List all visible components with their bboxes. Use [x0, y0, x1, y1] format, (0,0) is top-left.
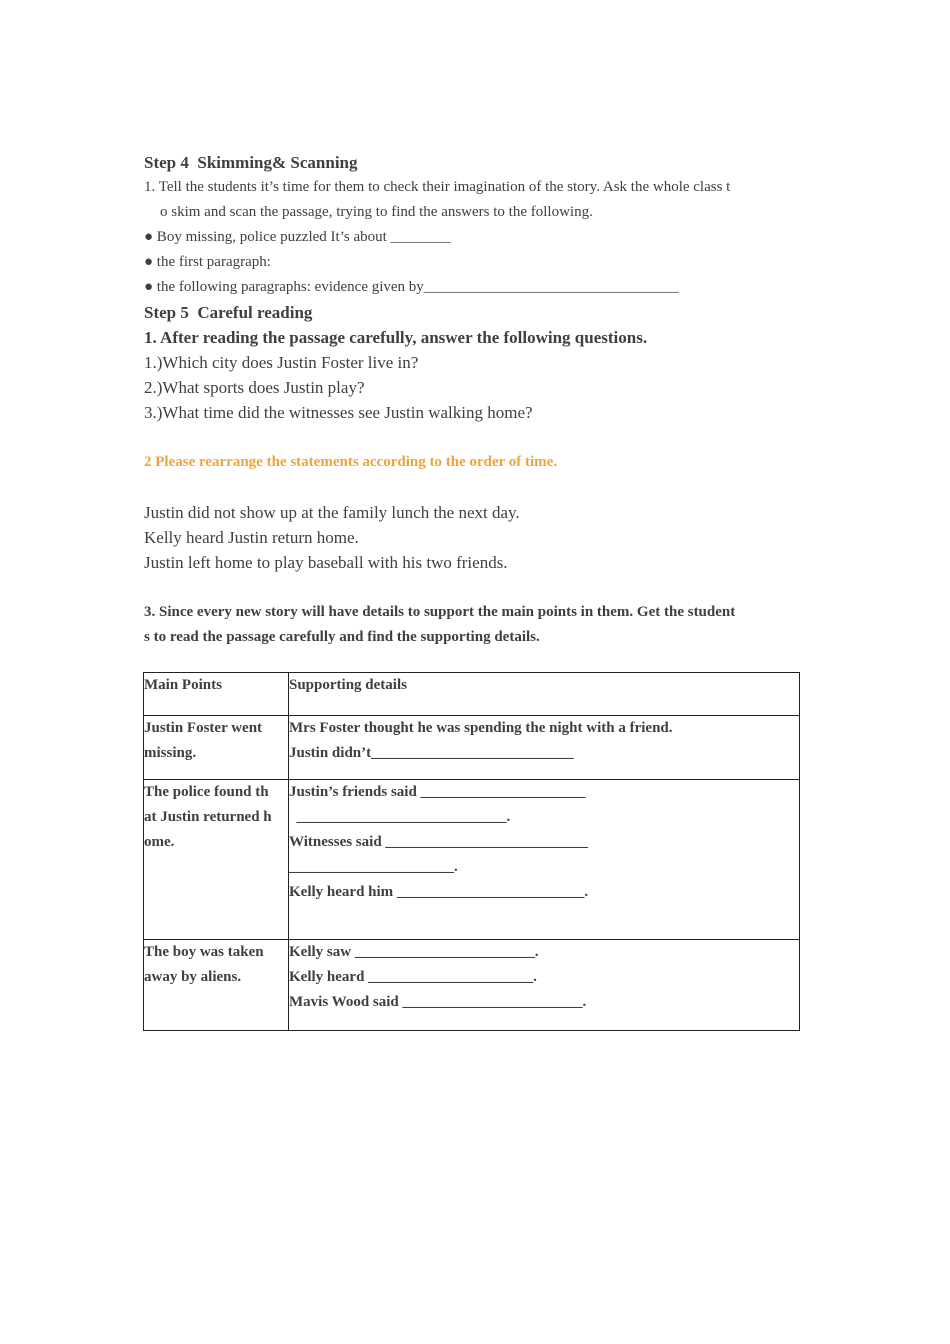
table-row	[144, 716, 800, 780]
detail-fill-in[interactable]: Kelly saw ________________________.	[289, 944, 539, 960]
header-supporting-details-label: Supporting details	[289, 677, 407, 693]
details-cell	[289, 716, 800, 780]
task3-line2: s to read the passage carefully and find the supporting details.	[144, 629, 540, 645]
step4-title: Step 4 Skimming& Scanning	[144, 153, 358, 172]
table-header-row	[144, 673, 800, 716]
details-cell	[289, 940, 800, 1031]
question-3: 3.)What time did the witnesses see Justin walking home?	[144, 403, 533, 422]
step4-item1-line2: o skim and scan the passage, trying to find the answers to the following.	[160, 204, 593, 220]
supporting-details-table	[143, 672, 800, 1031]
detail-fill-in[interactable]: Kelly heard ______________________.	[289, 969, 537, 985]
main-point-text: at Justin returned h	[144, 809, 272, 825]
main-point-text: The police found th	[144, 784, 269, 800]
header-main-points	[144, 673, 289, 716]
step4-bullet-2: ● the first paragraph:	[144, 254, 271, 270]
question-2: 2.)What sports does Justin play?	[144, 378, 365, 397]
table-row	[144, 940, 800, 1031]
worksheet-body	[144, 150, 814, 650]
detail-line: Mrs Foster thought he was spending the night with a friend.	[289, 720, 673, 736]
step5-title: Step 5 Careful reading	[144, 303, 313, 322]
detail-fill-in[interactable]: Justin’s friends said ______________________	[289, 784, 586, 800]
main-point-cell	[144, 716, 289, 780]
main-point-text: Justin Foster went	[144, 720, 263, 736]
main-point-cell	[144, 940, 289, 1031]
statement-2: Kelly heard Justin return home.	[144, 528, 359, 547]
main-point-cell	[144, 780, 289, 940]
question-1: 1.)Which city does Justin Foster live in?	[144, 353, 419, 372]
main-point-text: missing.	[144, 745, 197, 761]
task1-title: 1. After reading the passage carefully, answer the following questions.	[144, 328, 648, 347]
detail-fill-in[interactable]: ______________________.	[289, 859, 458, 875]
detail-fill-in[interactable]: Mavis Wood said ________________________.	[289, 994, 587, 1010]
main-point-text: away by aliens.	[144, 969, 242, 985]
header-supporting-details	[289, 673, 800, 716]
main-point-text: ome.	[144, 834, 175, 850]
details-cell	[289, 780, 800, 940]
detail-fill-in[interactable]: ____________________________.	[289, 809, 511, 825]
task3-line1: 3. Since every new story will have details to support the main points in them. Get the student	[144, 604, 736, 620]
step4-bullet-3: ● the following paragraphs: evidence given by__________________________________	[144, 279, 679, 295]
header-main-points-label: Main Points	[144, 677, 222, 693]
detail-fill-in[interactable]: Justin didn’t___________________________	[289, 745, 574, 761]
table-row	[144, 780, 800, 940]
step4-item1-line1: 1. Tell the students it’s time for them to check their imagination of the story. Ask the whole class t	[144, 179, 731, 195]
statement-3: Justin left home to play baseball with his two friends.	[144, 553, 508, 572]
task2-title: 2 Please rearrange the statements according to the order of time.	[144, 454, 558, 470]
main-point-text: The boy was taken	[144, 944, 264, 960]
statement-1: Justin did not show up at the family lunch the next day.	[144, 503, 520, 522]
detail-fill-in[interactable]: Witnesses said ___________________________	[289, 834, 588, 850]
step4-bullet-1: ● Boy missing, police puzzled It’s about ________	[144, 229, 451, 245]
detail-fill-in[interactable]: Kelly heard him _________________________.	[289, 884, 589, 900]
